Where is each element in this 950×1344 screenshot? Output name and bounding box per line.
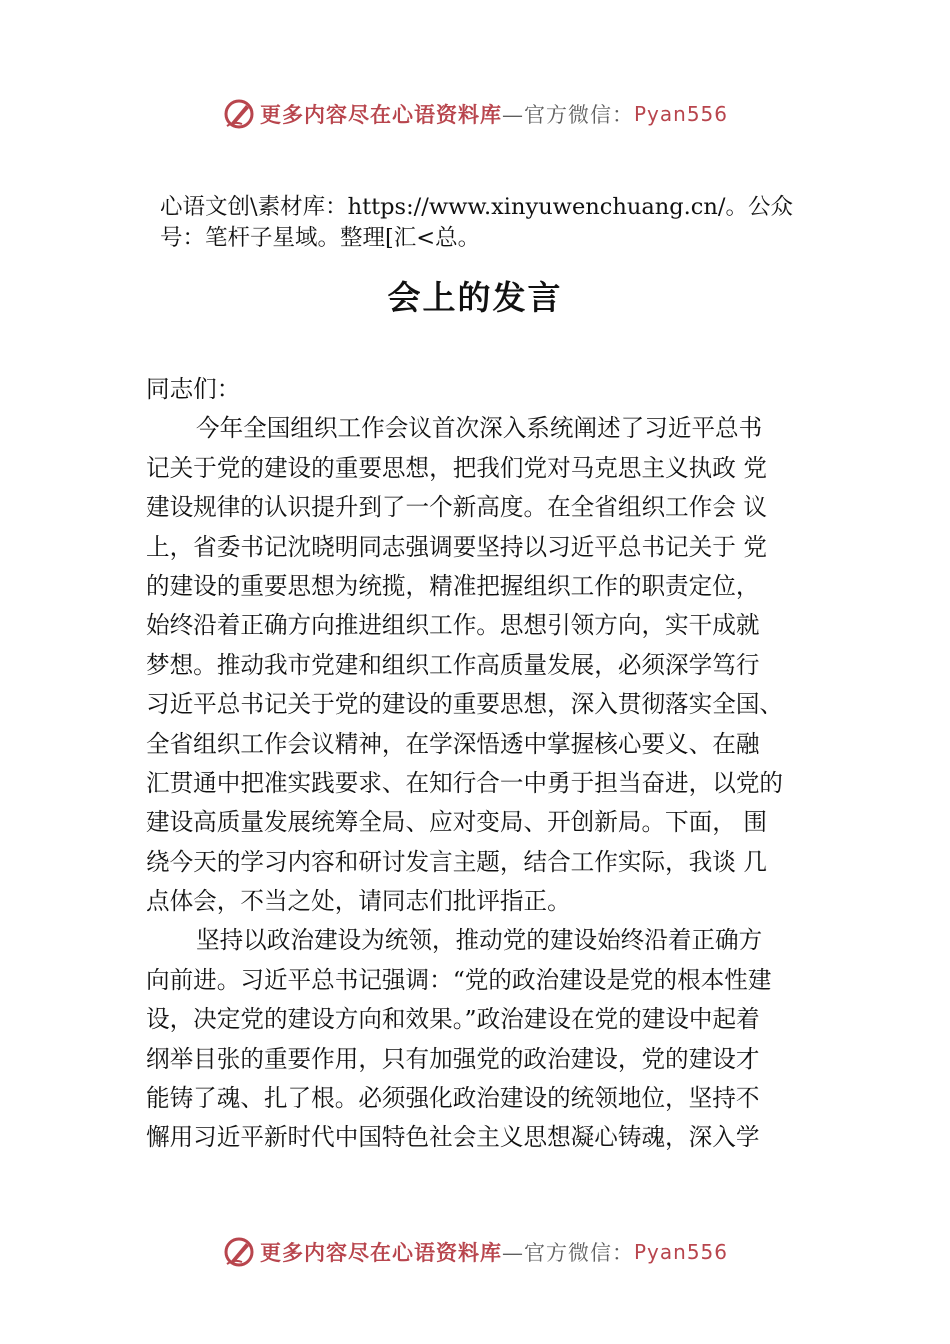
document-body — [146, 370, 846, 1158]
body-line: 纲举目张的重要作用，只有加强党的政治建设，党的建设才 — [146, 1044, 760, 1073]
body-line: 点体会，不当之处，请同志们批评指正。 — [146, 887, 571, 916]
source-note-line: 号：笔杆子星域。整理[汇<总。 — [160, 225, 481, 251]
footer-watermark-banner — [0, 1232, 950, 1272]
pen-seal-logo-icon — [222, 97, 256, 131]
body-line: 坚持以政治建设为统领，推动党的建设始终沿着正确方 — [196, 926, 763, 955]
banner-tail-text: —官方微信： — [501, 103, 634, 127]
body-line: 今年全国组织工作会议首次深入系统阐述了习近平总书 — [196, 414, 763, 443]
body-line: 建设规律的认识提升到了一个新高度。在全省组织工作会 议 — [146, 493, 767, 522]
body-line: 向前进。习近平总书记强调：“党的政治建设是党的根本性建 — [146, 965, 772, 994]
body-line: 的建设的重要思想为统揽，精准把握组织工作的职责定位， — [146, 571, 760, 600]
body-line: 上，省委书记沈晓明同志强调要坚持以习近平总书记关于 党 — [146, 532, 767, 561]
body-line: 懈用习近平新时代中国特色社会主义思想凝心铸魂，深入学 — [146, 1123, 760, 1152]
body-line: 建设高质量发展统筹全局、应对变局、开创新局。下面， 围 — [146, 808, 767, 837]
salutation: 同志们： — [146, 375, 241, 403]
body-line: 绕今天的学习内容和研讨发言主题，结合工作实际，我谈 几 — [146, 847, 767, 876]
body-line: 记关于党的建设的重要思想，把我们党对马克思主义执政 党 — [146, 453, 767, 482]
document-title: 会上的发言 — [387, 278, 563, 317]
source-note-line: 心语文创\素材库：https://www.xinyuwenchuang.cn/。公众 — [160, 194, 793, 220]
banner-lead-text: 更多内容尽在心语资料库 — [259, 102, 502, 127]
banner-lead-text: 更多内容尽在心语资料库 — [259, 1240, 502, 1265]
banner-account-text: Pyan556 — [633, 1240, 728, 1264]
body-line: 梦想。推动我市党建和组织工作高质量发展，必须深学笃行 — [146, 650, 760, 679]
body-line: 能铸了魂、扎了根。必须强化政治建设的统领地位，坚持不 — [146, 1084, 760, 1113]
banner-account-text: Pyan556 — [633, 102, 728, 126]
pen-seal-logo-icon — [222, 1235, 256, 1269]
body-line: 全省组织工作会议精神，在学深悟透中掌握核心要义、在融 — [146, 729, 760, 758]
header-watermark-banner — [0, 94, 950, 134]
body-line: 设，决定党的建设方向和效果。”政治建设在党的建设中起着 — [146, 1005, 760, 1034]
body-line: 习近平总书记关于党的建设的重要思想，深入贯彻落实全国、 — [146, 690, 784, 719]
body-line: 汇贯通中把准实践要求、在知行合一中勇于担当奋进，以党的 — [146, 768, 784, 797]
body-line: 始终沿着正确方向推进组织工作。思想引领方向，实干成就 — [146, 611, 760, 640]
source-note — [160, 192, 850, 254]
banner-tail-text: —官方微信： — [501, 1241, 634, 1265]
